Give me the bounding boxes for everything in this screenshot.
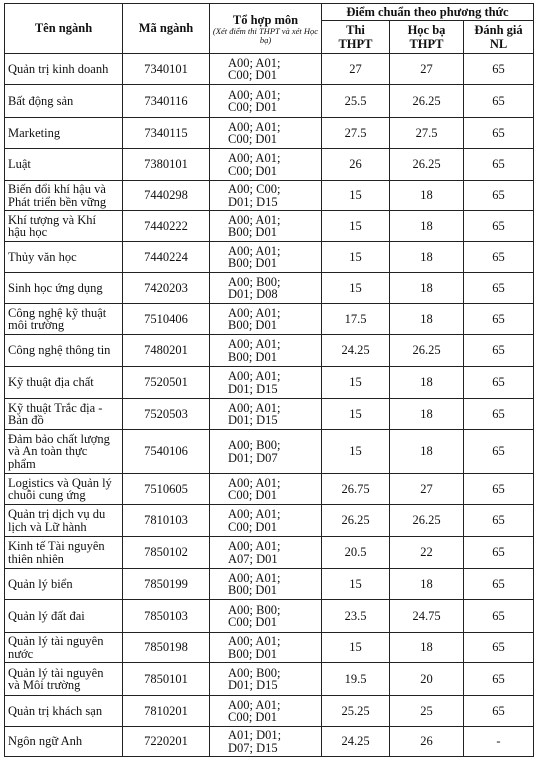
major-name-cell: Đảm bảo chất lượng và An toàn thực phẩm <box>5 430 123 474</box>
score-hocba-cell: 26 <box>390 727 464 757</box>
major-name-cell: Công nghệ thông tin <box>5 335 123 367</box>
score-thpt-cell: 26.25 <box>322 505 390 537</box>
major-name-cell: Công nghệ kỹ thuật môi trường <box>5 304 123 335</box>
score-nl-cell: 65 <box>464 537 534 569</box>
table-row <box>5 633 534 663</box>
table-row <box>5 696 534 727</box>
score-hocba-cell: 18 <box>390 273 464 304</box>
score-hocba-cell: 26.25 <box>390 149 464 181</box>
header-hoc-ba <box>390 21 464 54</box>
score-nl-cell: 65 <box>464 211 534 242</box>
score-thpt-cell: 24.25 <box>322 335 390 367</box>
table-row <box>5 211 534 242</box>
major-name-cell: Ngôn ngữ Anh <box>5 727 123 757</box>
major-name-cell: Kỹ thuật địa chất <box>5 367 123 399</box>
major-code-cell: 7540106 <box>123 430 210 474</box>
major-code-cell: 7480201 <box>123 335 210 367</box>
score-hocba-cell: 18 <box>390 430 464 474</box>
score-thpt-cell: 15 <box>322 181 390 211</box>
major-code-cell: 7850198 <box>123 633 210 663</box>
subject-combo-cell: A00; A01; C00; D01 <box>210 54 322 85</box>
score-nl-cell: - <box>464 727 534 757</box>
major-code-cell: 7810103 <box>123 505 210 537</box>
subject-combo-cell: A00; B00; C00; D01 <box>210 600 322 633</box>
score-hocba-cell: 18 <box>390 242 464 273</box>
subject-combo-cell: A00; A01; B00; D01 <box>210 335 322 367</box>
major-name-cell: Quản trị dịch vụ du lịch và Lữ hành <box>5 505 123 537</box>
score-nl-cell: 65 <box>464 663 534 696</box>
major-code-cell: 7340116 <box>123 85 210 118</box>
major-code-cell: 7420203 <box>123 273 210 304</box>
score-hocba-cell: 18 <box>390 211 464 242</box>
major-code-cell: 7850102 <box>123 537 210 569</box>
subject-combo-cell: A00; A01; C00; D01 <box>210 696 322 727</box>
score-hocba-cell: 27.5 <box>390 118 464 149</box>
table-row <box>5 367 534 399</box>
score-hocba-cell: 18 <box>390 569 464 600</box>
table-row <box>5 505 534 537</box>
header-ten-nganh: Tên ngành <box>5 4 123 54</box>
major-name-cell: Sinh học ứng dụng <box>5 273 123 304</box>
major-code-cell: 7520503 <box>123 399 210 430</box>
subject-combo-cell: A00; A01; C00; D01 <box>210 505 322 537</box>
major-name-cell: Kỹ thuật Trắc địa - Bản đồ <box>5 399 123 430</box>
score-hocba-cell: 24.75 <box>390 600 464 633</box>
score-hocba-cell: 27 <box>390 54 464 85</box>
major-name-cell: Biến đổi khí hậu và Phát triển bền vững <box>5 181 123 211</box>
score-thpt-cell: 26.75 <box>322 474 390 505</box>
score-nl-cell: 65 <box>464 367 534 399</box>
score-thpt-cell: 19.5 <box>322 663 390 696</box>
subject-combo-cell: A00; A01; C00; D01 <box>210 85 322 118</box>
score-hocba-cell: 26.25 <box>390 505 464 537</box>
score-nl-cell: 65 <box>464 149 534 181</box>
header-danh-gia <box>464 21 534 54</box>
table-row <box>5 399 534 430</box>
major-name-cell: Quản trị khách sạn <box>5 696 123 727</box>
score-thpt-cell: 24.25 <box>322 727 390 757</box>
table-row <box>5 430 534 474</box>
major-name-cell: Quản lý tài nguyên và Môi trường <box>5 663 123 696</box>
score-nl-cell: 65 <box>464 304 534 335</box>
score-thpt-cell: 26 <box>322 149 390 181</box>
header-diem-chuan: Điểm chuẩn theo phương thức <box>322 4 534 21</box>
subject-combo-cell: A00; A01; A07; D01 <box>210 537 322 569</box>
subject-combo-cell: A00; B00; D01; D07 <box>210 430 322 474</box>
score-thpt-cell: 20.5 <box>322 537 390 569</box>
score-nl-cell: 65 <box>464 399 534 430</box>
major-code-cell: 7440222 <box>123 211 210 242</box>
subject-combo-cell: A00; A01; C00; D01 <box>210 118 322 149</box>
score-hocba-cell: 27 <box>390 474 464 505</box>
subject-combo-cell: A00; A01; D01; D15 <box>210 399 322 430</box>
score-hocba-cell: 18 <box>390 367 464 399</box>
major-name-cell: Thủy văn học <box>5 242 123 273</box>
major-code-cell: 7220201 <box>123 727 210 757</box>
score-nl-cell: 65 <box>464 54 534 85</box>
score-thpt-cell: 25.25 <box>322 696 390 727</box>
major-name-cell: Bất động sản <box>5 85 123 118</box>
subject-combo-cell: A00; A01; D01; D15 <box>210 367 322 399</box>
header-hocba-line1: Học bạ <box>407 23 446 37</box>
major-name-cell: Quản lý biển <box>5 569 123 600</box>
score-nl-cell: 65 <box>464 273 534 304</box>
subject-combo-cell: A01; D01; D07; D15 <box>210 727 322 757</box>
header-to-hop-mon <box>210 4 322 54</box>
cropped-footer-text <box>0 752 537 761</box>
table-row <box>5 181 534 211</box>
header-thi-line2: THPT <box>338 37 373 51</box>
major-code-cell: 7510605 <box>123 474 210 505</box>
score-thpt-cell: 17.5 <box>322 304 390 335</box>
header-to-hop-note: (Xét điểm thi THPT và xét Học bạ) <box>212 25 319 45</box>
table-row <box>5 600 534 633</box>
score-hocba-cell: 20 <box>390 663 464 696</box>
major-code-cell: 7340115 <box>123 118 210 149</box>
major-name-cell: Luật <box>5 149 123 181</box>
major-code-cell: 7810201 <box>123 696 210 727</box>
score-nl-cell: 65 <box>464 569 534 600</box>
score-nl-cell: 65 <box>464 505 534 537</box>
header-danhgia-line1: Đánh giá <box>474 23 523 37</box>
table-body <box>5 54 534 757</box>
score-thpt-cell: 27.5 <box>322 118 390 149</box>
major-code-cell: 7520501 <box>123 367 210 399</box>
subject-combo-cell: A00; A01; B00; D01 <box>210 633 322 663</box>
subject-combo-cell: A00; A01; C00; D01 <box>210 474 322 505</box>
score-hocba-cell: 22 <box>390 537 464 569</box>
major-name-cell: Quản lý tài nguyên nước <box>5 633 123 663</box>
header-thi-thpt <box>322 21 390 54</box>
score-hocba-cell: 18 <box>390 304 464 335</box>
score-thpt-cell: 15 <box>322 633 390 663</box>
score-nl-cell: 65 <box>464 335 534 367</box>
table-row <box>5 85 534 118</box>
table-row <box>5 663 534 696</box>
score-thpt-cell: 15 <box>322 399 390 430</box>
score-thpt-cell: 27 <box>322 54 390 85</box>
table-row <box>5 537 534 569</box>
table-row <box>5 118 534 149</box>
table-row <box>5 149 534 181</box>
score-nl-cell: 65 <box>464 474 534 505</box>
subject-combo-cell: A00; A01; C00; D01 <box>210 149 322 181</box>
score-nl-cell: 65 <box>464 600 534 633</box>
major-code-cell: 7380101 <box>123 149 210 181</box>
major-code-cell: 7510406 <box>123 304 210 335</box>
subject-combo-cell: A00; A01; B00; D01 <box>210 569 322 600</box>
table-row <box>5 335 534 367</box>
major-code-cell: 7850199 <box>123 569 210 600</box>
score-thpt-cell: 15 <box>322 430 390 474</box>
score-nl-cell: 65 <box>464 242 534 273</box>
admission-score-table <box>4 3 534 757</box>
header-thi-line1: Thi <box>346 23 365 37</box>
score-hocba-cell: 18 <box>390 633 464 663</box>
major-code-cell: 7850103 <box>123 600 210 633</box>
score-nl-cell: 65 <box>464 118 534 149</box>
subject-combo-cell: A00; A01; B00; D01 <box>210 304 322 335</box>
major-name-cell: Quản trị kinh doanh <box>5 54 123 85</box>
score-hocba-cell: 26.25 <box>390 85 464 118</box>
major-name-cell: Kinh tế Tài nguyên thiên nhiên <box>5 537 123 569</box>
score-thpt-cell: 25.5 <box>322 85 390 118</box>
table-row <box>5 304 534 335</box>
major-name-cell: Marketing <box>5 118 123 149</box>
score-hocba-cell: 25 <box>390 696 464 727</box>
subject-combo-cell: A00; A01; B00; D01 <box>210 211 322 242</box>
score-nl-cell: 65 <box>464 85 534 118</box>
major-code-cell: 7340101 <box>123 54 210 85</box>
score-thpt-cell: 23.5 <box>322 600 390 633</box>
table-row <box>5 54 534 85</box>
score-hocba-cell: 18 <box>390 181 464 211</box>
major-code-cell: 7440298 <box>123 181 210 211</box>
header-to-hop-title: Tổ hợp môn <box>232 12 299 27</box>
subject-combo-cell: A00; A01; B00; D01 <box>210 242 322 273</box>
major-name-cell: Quản lý đất đai <box>5 600 123 633</box>
score-thpt-cell: 15 <box>322 211 390 242</box>
subject-combo-cell: A00; B00; D01; D15 <box>210 663 322 696</box>
header-danhgia-line2: NL <box>489 37 508 51</box>
major-name-cell: Logistics và Quản lý chuỗi cung ứng <box>5 474 123 505</box>
score-hocba-cell: 18 <box>390 399 464 430</box>
table-row <box>5 569 534 600</box>
header-ma-nganh: Mã ngành <box>123 4 210 54</box>
table-row <box>5 474 534 505</box>
header-hocba-line2: THPT <box>409 37 444 51</box>
major-name-cell: Khí tượng và Khí hậu học <box>5 211 123 242</box>
score-hocba-cell: 26.25 <box>390 335 464 367</box>
score-nl-cell: 65 <box>464 181 534 211</box>
score-thpt-cell: 15 <box>322 367 390 399</box>
table-row <box>5 242 534 273</box>
major-code-cell: 7440224 <box>123 242 210 273</box>
major-code-cell: 7850101 <box>123 663 210 696</box>
score-nl-cell: 65 <box>464 430 534 474</box>
subject-combo-cell: A00; B00; D01; D08 <box>210 273 322 304</box>
score-nl-cell: 65 <box>464 633 534 663</box>
score-thpt-cell: 15 <box>322 569 390 600</box>
score-thpt-cell: 15 <box>322 273 390 304</box>
score-nl-cell: 65 <box>464 696 534 727</box>
subject-combo-cell: A00; C00; D01; D15 <box>210 181 322 211</box>
table-row <box>5 273 534 304</box>
score-thpt-cell: 15 <box>322 242 390 273</box>
